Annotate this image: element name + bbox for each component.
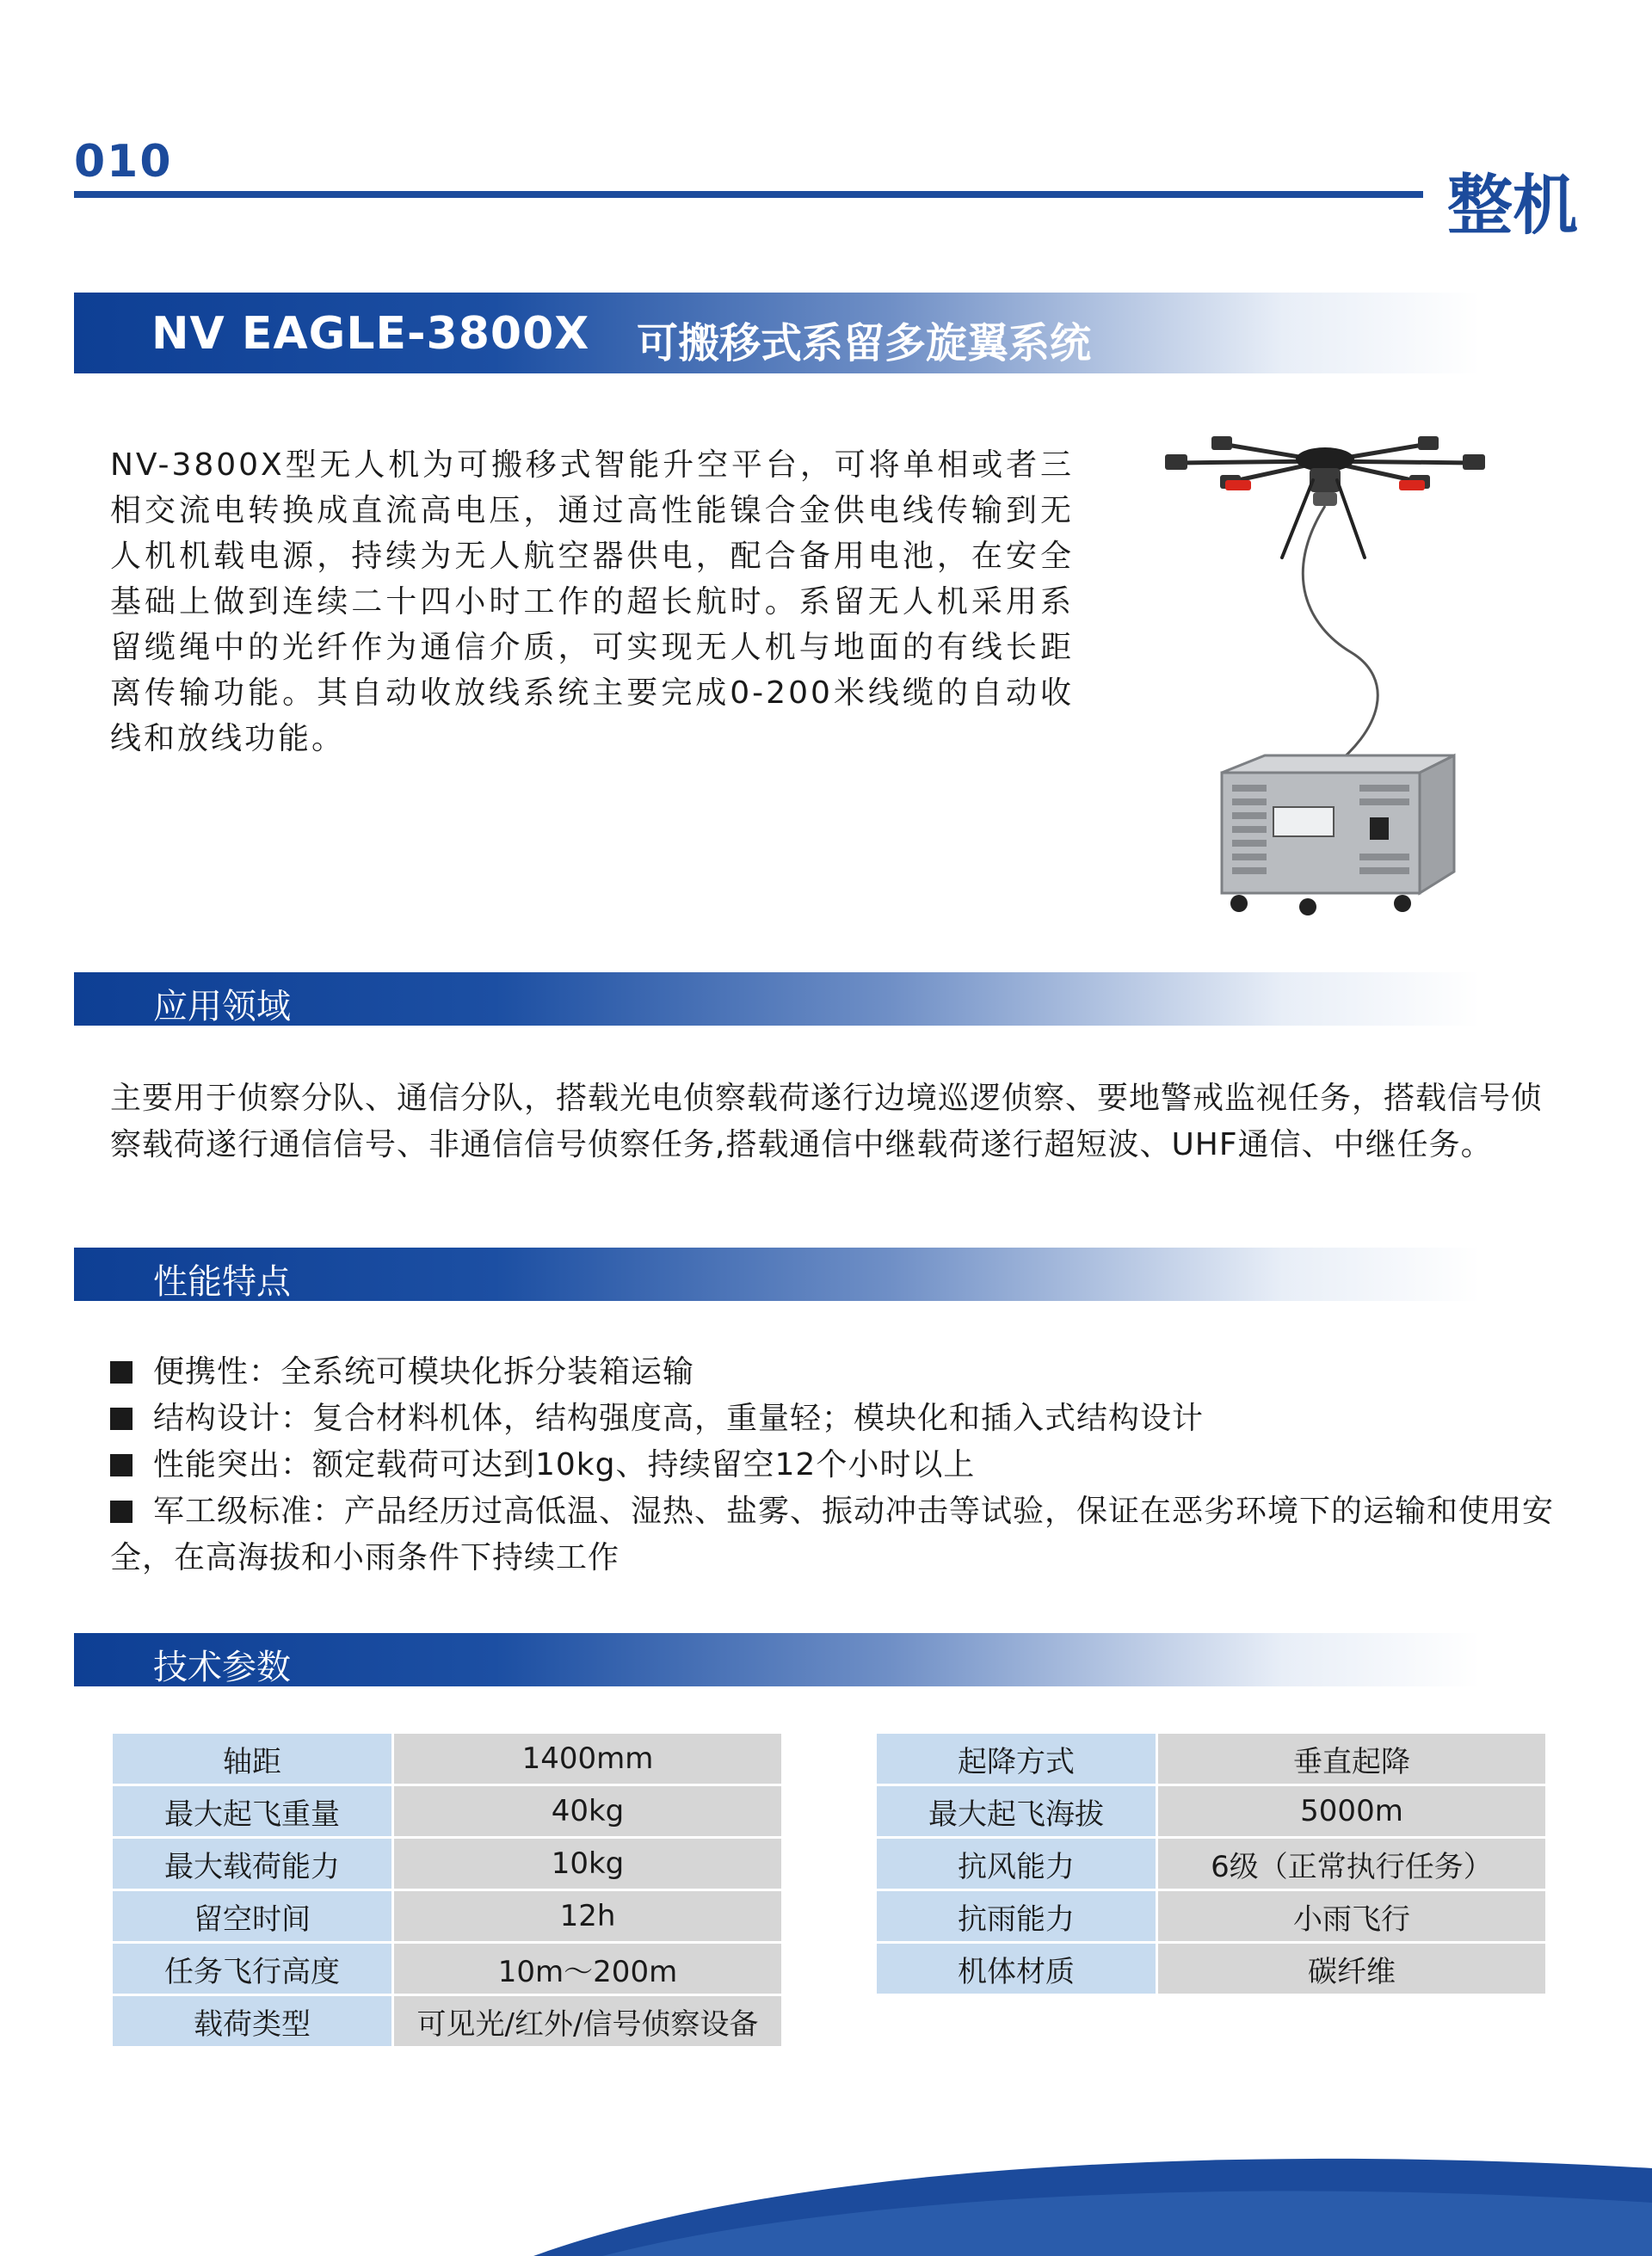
features-list [110,1349,1556,1581]
list-item: 性能突出：额定载荷可达到10kg、持续留空12个小时以上 [110,1442,1556,1489]
table-row: 起降方式 垂直起降 [876,1733,1547,1785]
table-row: 最大起飞重量 40kg [112,1785,783,1838]
applications-text: 主要用于侦察分队、通信分队，搭载光电侦察载荷遂行边境巡逻侦察、要地警戒监视任务，搭载信号侦察载荷遂行通信信号、非通信信号侦察任务,搭载通信中继载荷遂行超短波、UHF通信、中继任务。 [110,1081,1544,1162]
features-heading-band [74,1248,1480,1301]
list-item: 便携性：全系统可模块化拆分装箱运输 [110,1349,1556,1396]
list-item: 结构设计：复合材料机体，结构强度高，重量轻；模块化和插入式结构设计 [110,1396,1556,1442]
table-row: 最大起飞海拔 5000m [876,1785,1547,1838]
list-item: 军工级标准：产品经历过高低温、湿热、盐雾、振动冲击等试验，保证在恶劣环境下的运输和使用安 全，在高海拔和小雨条件下持续工作 [110,1494,1555,1575]
title-band [74,293,1480,373]
header-rule [74,191,1423,198]
square-bullet-icon [110,1361,133,1384]
square-bullet-icon [110,1501,133,1523]
specs-heading: 技术参数 [153,1648,291,1687]
bottom-wave-decoration [0,2134,1652,2256]
product-subtitle: 可搬移式系留多旋翼系统 [637,319,1092,367]
model-name: NV EAGLE-3800X [151,308,590,360]
applications-heading: 应用领域 [153,987,291,1026]
section-title: 整机 [1447,167,1578,243]
spec-table-right [874,1731,1548,1996]
square-bullet-icon [110,1408,133,1430]
table-row: 抗雨能力 小雨飞行 [876,1890,1547,1943]
table-row: 留空时间 12h [112,1890,783,1943]
table-row: 最大载荷能力 10kg [112,1838,783,1890]
specs-heading-band [74,1633,1480,1686]
spec-table-left [110,1731,784,2049]
table-row: 机体材质 碳纤维 [876,1943,1547,1995]
table-row: 抗风能力 6级（正常执行任务） [876,1838,1547,1890]
table-row: 轴距 1400mm [112,1733,783,1785]
intro-text: NV-3800X型无人机为可搬移式智能升空平台，可将单相或者三相交流电转换成直流高电压，通过高性能镍合金供电线传输到无人机机载电源，持续为无人航空器供电，配合备用电池，在安全基础上做到连续二十四小时工作的超长航时。系留无人机采用系留缆绳中的光纤作为通信介质，可实现无人机与地面的有线长距离传输功能。其自动收放线系统主要完成0-200米线缆的自动收线和放线功能。 [110,447,1074,756]
table-row: 载荷类型 可见光/红外/信号侦察设备 [112,1995,783,2048]
applications-heading-band [74,972,1480,1026]
table-row: 任务飞行高度 10m～200m [112,1943,783,1995]
features-heading: 性能特点 [153,1262,291,1302]
tethered-drone-image [1153,428,1497,928]
square-bullet-icon [110,1454,133,1476]
page-number: 010 [74,136,173,188]
